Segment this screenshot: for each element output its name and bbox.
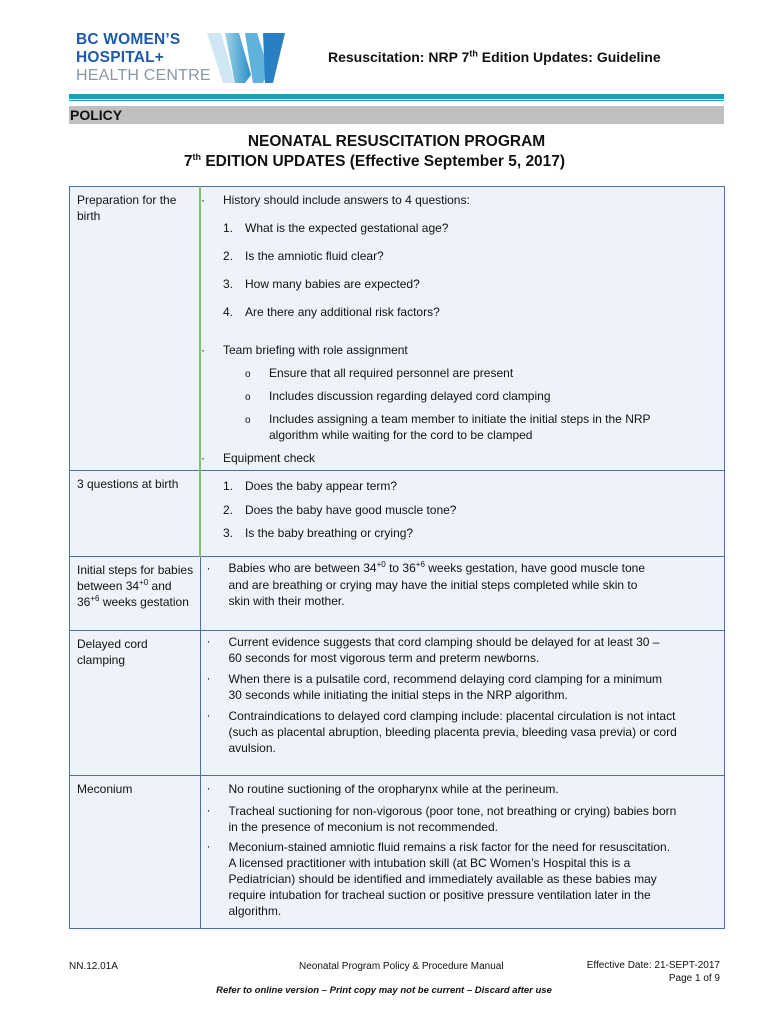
bullet-icon: · xyxy=(206,561,211,575)
list-item: algorithm. xyxy=(228,904,282,918)
bullet-icon: · xyxy=(206,839,211,853)
table-row xyxy=(70,187,725,471)
list-item: Babies who are between $34^{+0}$ to $36^{+6}$ weeks gestation, have good muscle tone xyxy=(228,560,646,575)
list-item: skin with their mother. xyxy=(228,594,345,608)
list-item: No routine suctioning of the oropharynx while at the perineum. xyxy=(228,782,559,796)
policy-label: POLICY xyxy=(70,107,123,123)
title-line-1: NEONATAL RESUSCITATION PROGRAM xyxy=(247,133,546,150)
list-item: Contraindications to delayed cord clamping include: placental circulation is not intact xyxy=(228,709,676,723)
row-label: Meconium xyxy=(70,776,201,929)
footer-doc-id: NN.12.01A xyxy=(69,961,118,972)
list-item: How many babies are expected? xyxy=(245,277,420,291)
list-item: 30 seconds while initiating the initial steps in the NRP algorithm. xyxy=(228,688,568,702)
list-item: Are there any additional risk factors? xyxy=(245,305,440,319)
logo-line-1: BC WOMEN’S xyxy=(76,31,181,48)
bullet-icon: · xyxy=(206,803,211,817)
footer-page-number: Page 1 of 9 xyxy=(668,973,720,984)
list-number: 4. xyxy=(223,305,234,319)
bullet-icon: · xyxy=(201,193,205,207)
list-item: Includes assigning a team member to initiate the initial steps in the NRP xyxy=(269,412,651,426)
list-item: Meconium-stained amniotic fluid remains a risk factor for the need for resuscitation. xyxy=(228,840,671,854)
logo-line-2: HOSPITAL+ xyxy=(76,49,165,66)
row-label: Preparation for the birth xyxy=(70,187,201,471)
guideline-table xyxy=(69,186,725,929)
table-row xyxy=(70,631,725,776)
list-item: algorithm while waiting for the cord to be clamped xyxy=(269,428,533,442)
footer-manual-name: Neonatal Program Policy & Procedure Manual xyxy=(299,961,504,972)
footer-notice: Refer to online version – Print copy may not be current – Discard after use xyxy=(216,985,552,996)
list-item: avulsion. xyxy=(228,741,276,755)
circle-bullet-icon: o xyxy=(245,415,251,426)
list-number: 1. xyxy=(223,221,234,235)
list-number: 3. xyxy=(223,526,234,540)
circle-bullet-icon: o xyxy=(245,369,251,380)
list-item: and are breathing or crying may have the initial steps completed while skin to xyxy=(228,578,638,592)
list-item: Equipment check xyxy=(223,451,316,465)
list-item: 60 seconds for most vigorous term and preterm newborns. xyxy=(228,651,540,665)
table-row xyxy=(70,557,725,631)
list-item: Includes discussion regarding delayed cord clamping xyxy=(269,389,551,403)
policy-section-bar xyxy=(69,106,724,124)
list-number: 2. xyxy=(223,249,234,263)
list-item: Current evidence suggests that cord clamping should be delayed for at least 30 – xyxy=(228,635,660,649)
bullet-icon: · xyxy=(206,634,211,648)
bullet-icon: · xyxy=(206,671,211,685)
logo-line-3: HEALTH CENTRE xyxy=(76,67,211,84)
footer-meta xyxy=(587,959,720,985)
document-title xyxy=(69,132,724,172)
bullet-icon: · xyxy=(206,708,211,722)
bullet-icon: · xyxy=(201,451,205,465)
bullet-icon: · xyxy=(206,781,211,795)
list-number: 3. xyxy=(223,277,234,291)
list-item: Does the baby appear term? xyxy=(245,479,398,493)
list-item: Pediatrician) should be identified and immediately available as these babies may xyxy=(228,872,657,886)
circle-bullet-icon: o xyxy=(245,392,251,403)
table-row xyxy=(70,471,725,557)
header-rule-thin xyxy=(69,100,724,101)
list-item: When there is a pulsatile cord, recommend delaying cord clamping for a minimum xyxy=(228,672,663,686)
list-item: Is the baby breathing or crying? xyxy=(245,526,414,540)
list-item: A licensed practitioner with intubation skill (at BC Women’s Hospital this is a xyxy=(228,856,631,870)
w-logo-icon xyxy=(207,31,287,85)
list-item: in the presence of meconium is not recommended. xyxy=(228,820,498,834)
list-item: Is the amniotic fluid clear? xyxy=(245,249,384,263)
row-label: 3 questions at birth xyxy=(70,471,201,557)
list-item: Team briefing with role assignment xyxy=(223,343,408,357)
row-content xyxy=(200,471,725,557)
list-item: require intubation for tracheal suction or positive pressure ventilation later in the xyxy=(228,888,651,902)
row-label: Initial steps for babies between $34^{+0}$ and $36^{+6}$ weeks gestation xyxy=(70,557,201,631)
header-rule xyxy=(69,94,724,99)
hospital-logo xyxy=(76,31,211,85)
row-label: Delayed cord clamping xyxy=(70,631,201,776)
list-item: (such as placental abruption, bleeding placenta previa, bleeding vasa previa) or cord xyxy=(228,725,677,739)
bullet-icon: · xyxy=(201,343,205,357)
row-content xyxy=(200,631,725,776)
document-header-title: Resuscitation: NRP 7th Edition Updates: Guideline xyxy=(328,48,661,65)
list-item: Does the baby have good muscle tone? xyxy=(245,503,457,517)
list-item: History should include answers to 4 questions: xyxy=(223,193,470,207)
list-item: Ensure that all required personnel are present xyxy=(269,366,514,380)
list-number: 1. xyxy=(223,479,234,493)
title-line-2: 7th EDITION UPDATES (Effective September 5, 2017) xyxy=(183,151,566,170)
table-row xyxy=(70,776,725,929)
footer-effective-date: Effective Date: 21-SEPT-2017 xyxy=(586,960,720,971)
row-content xyxy=(200,557,725,631)
list-item: Tracheal suctioning for non-vigorous (poor tone, not breathing or crying) babies born xyxy=(228,804,677,818)
list-number: 2. xyxy=(223,503,234,517)
row-content xyxy=(200,776,725,929)
list-item: What is the expected gestational age? xyxy=(245,221,449,235)
row-content xyxy=(200,187,725,471)
